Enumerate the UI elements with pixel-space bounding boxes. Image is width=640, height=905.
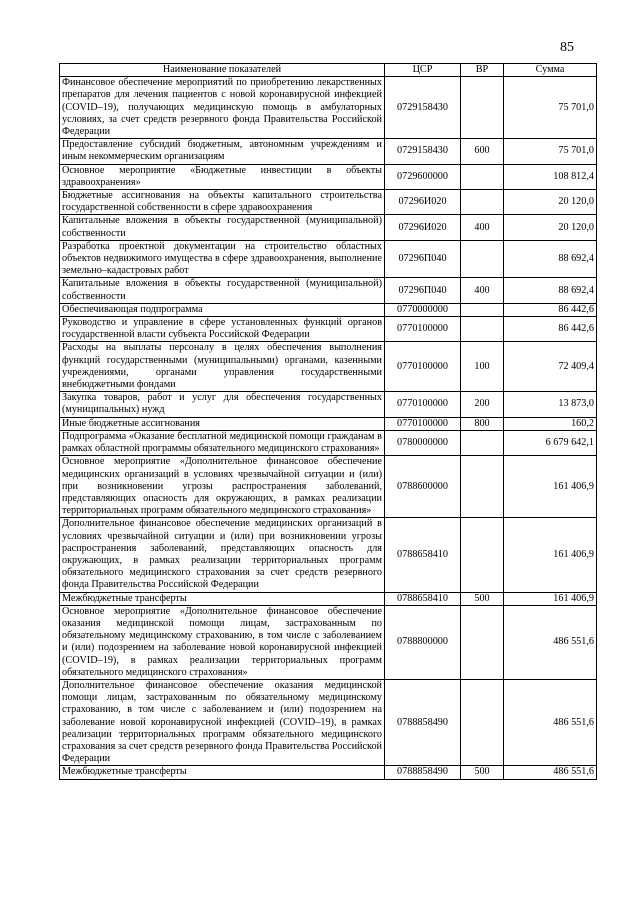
table-row	[60, 392, 597, 417]
cell-vr	[461, 240, 504, 278]
table-row	[60, 342, 597, 392]
cell-vr: 100	[461, 342, 504, 392]
cell-csr: 0770100000	[385, 392, 461, 417]
cell-csr: 0729158430	[385, 139, 461, 164]
cell-name: Предоставление субсидий бюджетным, автономным учреждениям и иным некоммерческим организациям	[60, 139, 385, 164]
cell-csr: 0729600000	[385, 164, 461, 189]
cell-csr: 07296И020	[385, 190, 461, 215]
cell-csr: 0788658410	[385, 518, 461, 592]
cell-sum: 75 701,0	[504, 77, 597, 139]
cell-csr: 0770100000	[385, 342, 461, 392]
cell-name: Руководство и управление в сфере установленных функций органов государственной власти субъекта Российской Федерации	[60, 317, 385, 342]
cell-sum: 75 701,0	[504, 139, 597, 164]
cell-name: Основное мероприятие «Дополнительное финансовое обеспечение оказания медицинской помощи лицам, застрахованным по обязательному медицинскому страхованию, в том числе с заболеванием и (или) подозрением на заболевание новой коронавирусной инфекцией (COVID–19), в рамках реализации территориальных программ обязательного медицинского страхования»	[60, 605, 385, 679]
cell-csr: 07296И020	[385, 215, 461, 240]
cell-sum: 20 120,0	[504, 190, 597, 215]
cell-sum: 160,2	[504, 417, 597, 430]
cell-vr: 200	[461, 392, 504, 417]
cell-name: Подпрограмма «Оказание бесплатной медицинской помощи гражданам в рамках областной программы обязательного медицинского страхования»	[60, 430, 385, 455]
cell-name: Обеспечивающая подпрограмма	[60, 303, 385, 316]
cell-sum: 161 406,9	[504, 518, 597, 592]
cell-sum: 20 120,0	[504, 215, 597, 240]
header-name: Наименование показателей	[60, 64, 385, 77]
cell-csr: 0788858490	[385, 679, 461, 765]
cell-csr: 0729158430	[385, 77, 461, 139]
cell-csr: 0770000000	[385, 303, 461, 316]
cell-vr: 400	[461, 215, 504, 240]
cell-sum: 486 551,6	[504, 679, 597, 765]
table-row	[60, 77, 597, 139]
cell-sum: 486 551,6	[504, 766, 597, 779]
cell-vr: 500	[461, 592, 504, 605]
cell-sum: 486 551,6	[504, 605, 597, 679]
cell-csr: 0788858490	[385, 766, 461, 779]
cell-csr: 0770100000	[385, 317, 461, 342]
cell-name: Расходы на выплаты персоналу в целях обеспечения выполнения функций государственными (муниципальными) органами, казенными учреждениями, органами управления государственными внебюджетными фондами	[60, 342, 385, 392]
table-row	[60, 592, 597, 605]
table-row	[60, 190, 597, 215]
cell-vr	[461, 605, 504, 679]
cell-sum: 72 409,4	[504, 342, 597, 392]
cell-name: Межбюджетные трансферты	[60, 592, 385, 605]
cell-csr: 0770100000	[385, 417, 461, 430]
cell-vr	[461, 190, 504, 215]
cell-csr: 0788658410	[385, 592, 461, 605]
header-sum: Сумма	[504, 64, 597, 77]
cell-csr: 0780000000	[385, 430, 461, 455]
page-number: 85	[560, 40, 574, 55]
cell-sum: 161 406,9	[504, 592, 597, 605]
cell-csr: 07296П040	[385, 240, 461, 278]
cell-sum: 88 692,4	[504, 278, 597, 303]
cell-vr	[461, 164, 504, 189]
table-row	[60, 240, 597, 278]
header-csr: ЦСР	[385, 64, 461, 77]
table-row	[60, 417, 597, 430]
cell-name: Основное мероприятие «Бюджетные инвестиции в объекты здравоохранения»	[60, 164, 385, 189]
cell-name: Дополнительное финансовое обеспечение медицинских организаций в условиях чрезвычайной ситуации и (или) при возникновении угрозы распространения заболеваний, представляющих опасность для окружающих, в рамках реализации территориальных программ обязательного медицинского страхования за счет средств резервного фонда Правительства Российской Федерации	[60, 518, 385, 592]
cell-csr: 07296П040	[385, 278, 461, 303]
table-row	[60, 164, 597, 189]
budget-table	[59, 63, 597, 780]
table-row	[60, 456, 597, 518]
table-row	[60, 766, 597, 779]
cell-sum: 86 442,6	[504, 303, 597, 316]
cell-vr	[461, 303, 504, 316]
cell-sum: 6 679 642,1	[504, 430, 597, 455]
cell-vr: 500	[461, 766, 504, 779]
cell-name: Бюджетные ассигнования на объекты капитального строительства государственной собственности в сфере здравоохранения	[60, 190, 385, 215]
table-row	[60, 303, 597, 316]
cell-name: Основное мероприятие «Дополнительное финансовое обеспечение медицинских организаций в условиях чрезвычайной ситуации и (или) при возникновении угрозы распространения заболеваний, представляющих опасность для окружающих, в рамках реализации территориальных программ обязательного медицинского страхования»	[60, 456, 385, 518]
cell-vr: 600	[461, 139, 504, 164]
table-row	[60, 215, 597, 240]
cell-sum: 108 812,4	[504, 164, 597, 189]
cell-name: Финансовое обеспечение мероприятий по приобретению лекарственных препаратов для лечения пациентов с новой коронавирусной инфекцией (COVID–19), получающих медицинскую помощь в амбулаторных условиях, за счет средств резервного фонда Правительства Российской Федерации	[60, 77, 385, 139]
cell-vr: 400	[461, 278, 504, 303]
table-row	[60, 518, 597, 592]
table-row	[60, 679, 597, 765]
cell-sum: 86 442,6	[504, 317, 597, 342]
cell-vr	[461, 679, 504, 765]
cell-vr	[461, 77, 504, 139]
table-row	[60, 317, 597, 342]
cell-name: Межбюджетные трансферты	[60, 766, 385, 779]
cell-name: Закупка товаров, работ и услуг для обеспечения государственных (муниципальных) нужд	[60, 392, 385, 417]
table-row	[60, 430, 597, 455]
table-row	[60, 605, 597, 679]
table-header-row	[60, 64, 597, 77]
cell-name: Иные бюджетные ассигнования	[60, 417, 385, 430]
cell-name: Разработка проектной документации на строительство областных объектов недвижимого имущества в сфере здравоохранения, выполнение земельно–кадастровых работ	[60, 240, 385, 278]
cell-name: Капитальные вложения в объекты государственной (муниципальной) собственности	[60, 278, 385, 303]
header-vr: ВР	[461, 64, 504, 77]
cell-vr	[461, 317, 504, 342]
cell-sum: 13 873,0	[504, 392, 597, 417]
cell-name: Капитальные вложения в объекты государственной (муниципальной) собственности	[60, 215, 385, 240]
cell-csr: 0788600000	[385, 456, 461, 518]
cell-sum: 88 692,4	[504, 240, 597, 278]
table-row	[60, 139, 597, 164]
cell-name: Дополнительное финансовое обеспечение оказания медицинской помощи лицам, застрахованным по обязательному медицинскому страхованию, в том числе с заболеванием и (или) подозрением на заболевание новой коронавирусной инфекцией (COVID–19), в рамках реализации территориальных программ обязательного медицинского страхования за счет средств резервного фонда Правительства Российской Федерации	[60, 679, 385, 765]
table-row	[60, 278, 597, 303]
cell-sum: 161 406,9	[504, 456, 597, 518]
cell-vr: 800	[461, 417, 504, 430]
cell-vr	[461, 456, 504, 518]
cell-csr: 0788800000	[385, 605, 461, 679]
cell-vr	[461, 430, 504, 455]
cell-vr	[461, 518, 504, 592]
